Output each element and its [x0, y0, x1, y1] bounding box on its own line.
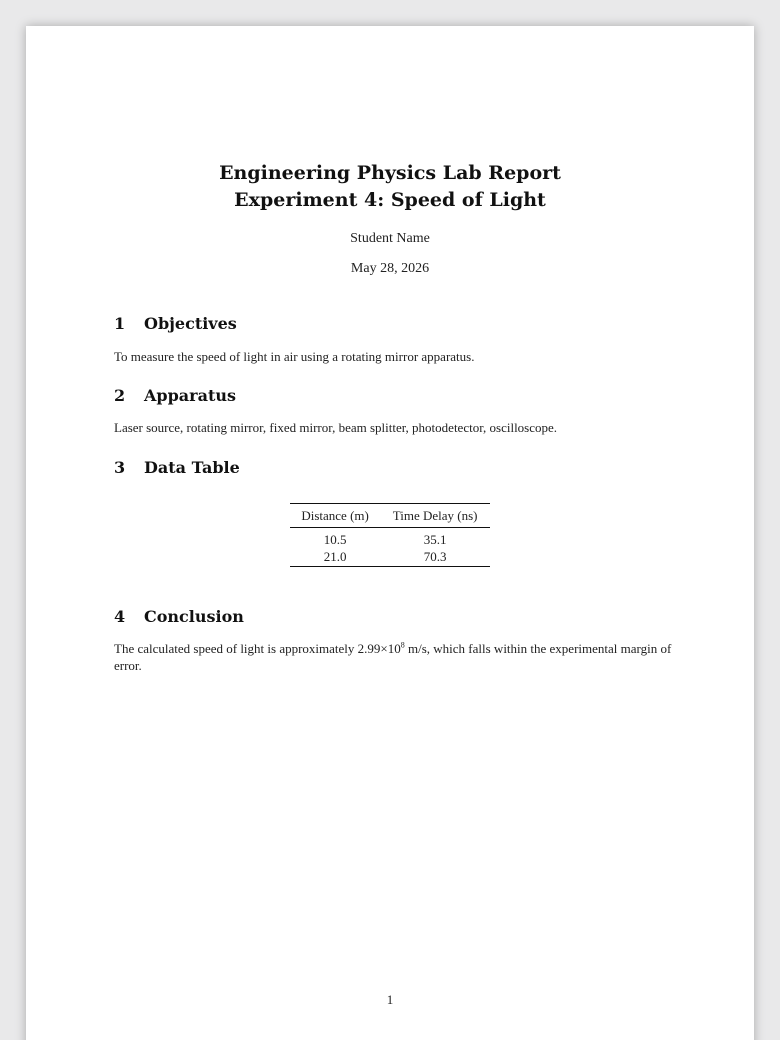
- document-title: [26, 160, 754, 214]
- apparatus-text: Laser source, rotating mirror, fixed mirror, beam splitter, photodetector, oscilloscope.: [114, 420, 558, 435]
- section-number: 2: [114, 386, 126, 405]
- table-cell: 35.1: [423, 532, 447, 547]
- title-line-2: Experiment 4: Speed of Light: [234, 189, 546, 211]
- section-title: Data Table: [144, 458, 240, 477]
- section-number: 3: [114, 458, 126, 477]
- section-heading-apparatus: [114, 386, 236, 405]
- exponent: 8: [400, 640, 405, 650]
- author-name: Student Name: [350, 231, 430, 246]
- section-title: Apparatus: [144, 386, 236, 405]
- data-table: [290, 503, 490, 567]
- section-title: Conclusion: [144, 607, 244, 626]
- table-cell: 10.5: [323, 532, 347, 547]
- section-number: 1: [114, 314, 126, 333]
- conclusion-text-end: m/s, which falls within the experimental margin of error.: [114, 641, 672, 673]
- conclusion-text: [114, 640, 674, 674]
- section-heading-data-table: [114, 458, 240, 477]
- conclusion-text-start: The calculated speed of light is approximately 2.99×10: [114, 641, 401, 656]
- section-number: 4: [114, 607, 126, 626]
- table-cell: 70.3: [380, 548, 490, 567]
- document-page: [26, 26, 754, 1040]
- table-row: [290, 528, 490, 549]
- title-line-1: Engineering Physics Lab Report: [219, 162, 561, 184]
- table-cell: 21.0: [290, 548, 380, 567]
- column-header-distance: Distance (m): [290, 504, 380, 528]
- objectives-text: To measure the speed of light in air using a rotating mirror apparatus.: [114, 349, 475, 364]
- section-heading-objectives: [114, 314, 237, 333]
- section-heading-conclusion: [114, 607, 244, 626]
- column-header-time-delay: Time Delay (ns): [380, 504, 490, 528]
- table-header-row: [290, 504, 490, 528]
- section-title: Objectives: [144, 314, 237, 333]
- document-date: May 28, 2026: [350, 261, 430, 276]
- page-number: 1: [386, 992, 394, 1007]
- table-row: [290, 548, 490, 567]
